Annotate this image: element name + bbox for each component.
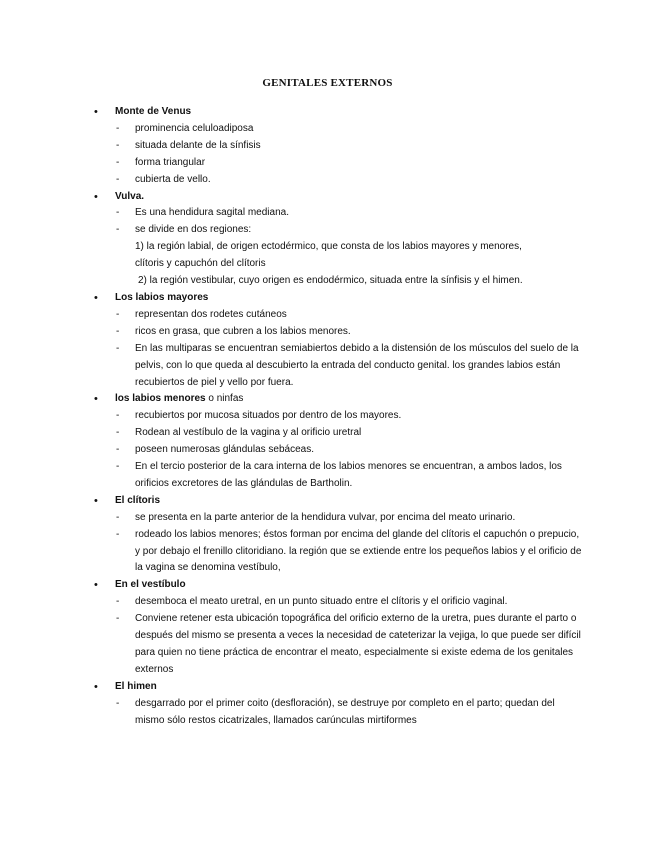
dash-marker: - xyxy=(116,596,120,608)
list-item xyxy=(94,459,584,493)
section-heading xyxy=(94,493,584,510)
section-heading-text: Vulva. xyxy=(115,190,145,202)
list-item xyxy=(94,510,584,527)
list-item-text: desgarrado por el primer coito (desfloración), se destruye por completo en el parto; quedan del mismo sólo restos cicatrizales, llamados carúnculas mirtiformes xyxy=(135,697,555,726)
list-item xyxy=(94,408,584,425)
dash-marker: - xyxy=(116,342,120,354)
list-item-text: poseen numerosas glándulas sebáceas. xyxy=(135,444,315,456)
dash-marker: - xyxy=(116,173,120,185)
section-labios-mayores xyxy=(94,290,584,391)
list-item xyxy=(94,442,584,459)
dash-marker: - xyxy=(116,207,120,219)
region-line: 1) la región labial, de origen ectodérmico, que consta de los labios mayores y menores, xyxy=(135,241,522,253)
dash-marker: - xyxy=(116,461,120,473)
document-body xyxy=(94,104,584,730)
list-item xyxy=(94,172,584,189)
dash-marker: - xyxy=(116,427,120,439)
dash-marker: - xyxy=(116,224,120,236)
dash-marker: - xyxy=(116,528,120,540)
dash-marker: - xyxy=(116,139,120,151)
section-heading xyxy=(94,189,584,206)
section-heading-text: En el vestíbulo xyxy=(115,579,186,591)
list-item xyxy=(94,121,584,138)
section-clitoris xyxy=(94,493,584,578)
list-item-text: En el tercio posterior de la cara interna de los labios menores se encuentran, a ambos lados, los orificios excretores de las glándulas de Bartholin. xyxy=(135,461,562,489)
section-vulva xyxy=(94,189,584,290)
list-item xyxy=(94,594,584,611)
document-title: GENITALES EXTERNOS xyxy=(262,77,393,89)
list-item-text: En las multiparas se encuentran semiabiertos debido a la distensión de los músculos del suelo de la pelvis, con lo que queda al descubierto la entrada del conducto genital. los grandes labios están recubiertos de piel y vello por fuera. xyxy=(135,342,579,388)
section-heading-text: Monte de Venus xyxy=(115,106,192,117)
dash-marker: - xyxy=(116,511,120,523)
section-heading xyxy=(94,577,584,594)
bullet-icon: • xyxy=(94,579,98,592)
list-item-text: Conviene retener esta ubicación topográfica del orificio externo de la uretra, pues durante el parto o después del mismo se presenta a veces la necesidad de cateterizar la vejiga, lo que puede ser difícil para quien no tiene práctica de encontrar el meato, especialmente si existe edema de los genitales externos xyxy=(135,613,581,675)
list-item xyxy=(94,222,584,239)
list-item-text: forma triangular xyxy=(135,156,206,168)
bullet-icon: • xyxy=(94,291,98,304)
list-item xyxy=(94,425,584,442)
list-item xyxy=(94,205,584,222)
dash-marker: - xyxy=(116,697,120,709)
bullet-icon: • xyxy=(94,680,98,693)
region-line: 2) la región vestibular, cuyo origen es endodérmico, situada entre la sínfisis y el himen. xyxy=(138,275,523,287)
list-item xyxy=(94,527,584,578)
list-item-text: ricos en grasa, que cubren a los labios menores. xyxy=(135,325,351,337)
section-heading xyxy=(94,104,584,121)
list-item xyxy=(94,611,584,679)
bullet-icon: • xyxy=(94,494,98,507)
section-vestibulo xyxy=(94,577,584,678)
list-item-text: Rodean al vestíbulo de la vagina y al orificio uretral xyxy=(135,427,362,439)
list-item xyxy=(94,341,584,392)
list-item xyxy=(94,307,584,324)
list-item-text: recubiertos por mucosa situados por dentro de los mayores. xyxy=(135,410,402,422)
section-heading xyxy=(94,391,584,408)
list-item-text: desemboca el meato uretral, en un punto situado entre el clítoris y el orificio vaginal. xyxy=(135,596,508,608)
section-heading-text: los labios menores xyxy=(115,393,206,405)
bullet-icon: • xyxy=(94,393,98,406)
section-heading-text: El himen xyxy=(115,680,157,692)
bullet-icon: • xyxy=(94,190,98,203)
dash-marker: - xyxy=(116,613,120,625)
bullet-icon: • xyxy=(94,106,98,118)
list-item-text: prominencia celuloadiposa xyxy=(135,122,254,134)
section-heading xyxy=(94,679,584,696)
dash-marker: - xyxy=(116,308,120,320)
section-himen xyxy=(94,679,584,730)
section-heading-text: El clítoris xyxy=(115,494,161,506)
list-item xyxy=(94,324,584,341)
dash-marker: - xyxy=(116,325,120,337)
dash-marker: - xyxy=(116,444,120,456)
section-heading xyxy=(94,290,584,307)
list-item xyxy=(94,155,584,172)
section-heading-suffix: o ninfas xyxy=(205,393,244,405)
list-item-text: representan dos rodetes cutáneos xyxy=(135,308,287,320)
list-item-text: rodeado los labios menores; éstos forman por encima del glande del clítoris el capuchón o prepucio, y por debajo el frenillo clitoridiano. la región que se extiende entre los pequeños labios y el orificio de la vagina se denomina vestíbulo, xyxy=(135,528,582,574)
dash-marker: - xyxy=(116,122,120,134)
list-item-text: Es una hendidura sagital mediana. xyxy=(135,207,289,219)
section-heading-text: Los labios mayores xyxy=(115,291,209,303)
section-monte-de-venus xyxy=(94,104,584,189)
list-item xyxy=(94,138,584,155)
list-item-text: situada delante de la sínfisis xyxy=(135,139,261,151)
list-item-text: se presenta en la parte anterior de la hendidura vulvar, por encima del meato urinario. xyxy=(135,511,516,523)
list-item-text: se divide en dos regiones: xyxy=(135,224,252,236)
dash-marker: - xyxy=(116,156,120,168)
list-item-text: cubierta de vello. xyxy=(135,173,211,185)
region-line: clítoris y capuchón del clítoris xyxy=(135,258,266,270)
dash-marker: - xyxy=(116,410,120,422)
list-item xyxy=(94,696,584,730)
section-labios-menores xyxy=(94,391,584,492)
